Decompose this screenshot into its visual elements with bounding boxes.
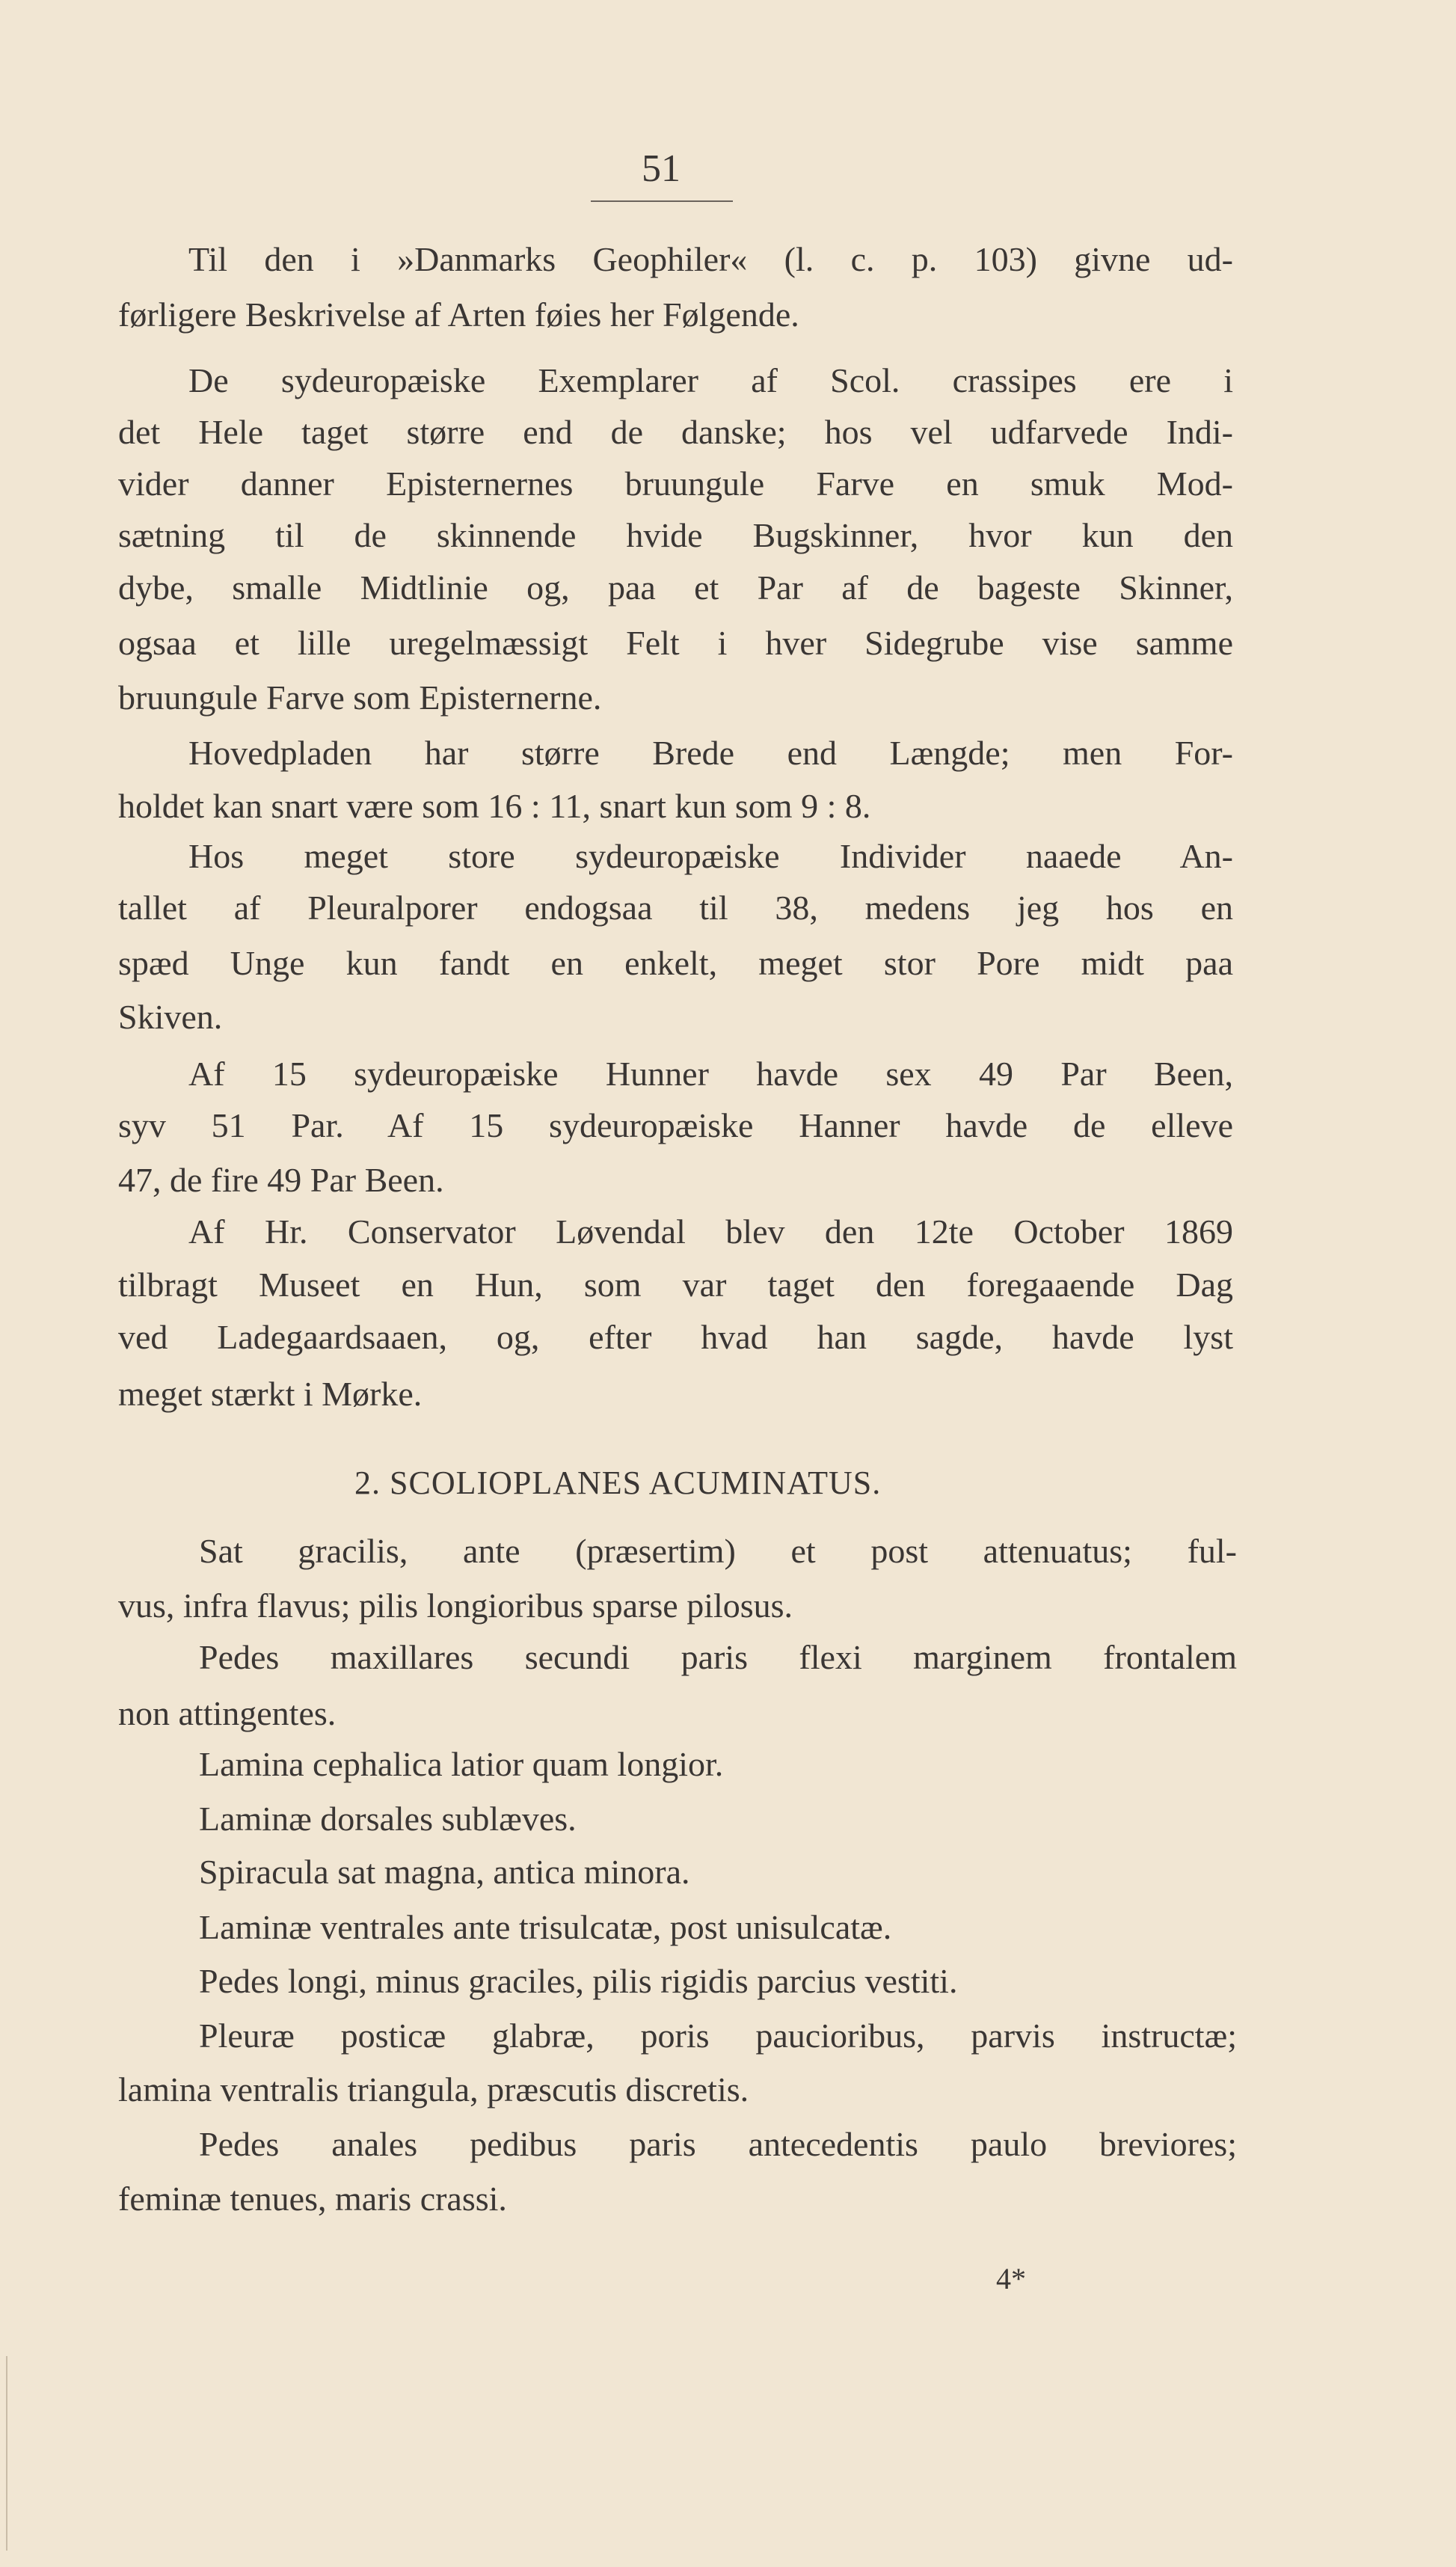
text-line: De sydeuropæiske Exemplarer af Scol. crassipes ere i [188,361,1233,399]
text-line: Pedes anales pedibus paris antecedentis paulo breviores; [199,2125,1237,2163]
text-line: Sat gracilis, ante (præsertim) et post attenuatus; ful- [199,1532,1237,1570]
text-line: ogsaa et lille uregelmæssigt Felt i hver Sidegrube vise samme [118,624,1233,662]
text-line: Hovedpladen har større Brede end Længde; men For- [188,734,1233,772]
section-heading: 2. SCOLIOPLANES ACUMINATUS. [354,1465,882,1501]
text-line: Spiracula sat magna, antica minora. [199,1853,690,1891]
text-line: bruungule Farve som Episternerne. [118,678,602,717]
text-line: Hos meget store sydeuropæiske Individer naaede An- [188,837,1233,875]
text-line: dybe, smalle Midtlinie og, paa et Par af de bageste Skinner, [118,568,1233,607]
text-line: Pedes longi, minus graciles, pilis rigidis parcius vestiti. [199,1962,958,2000]
text-line: vider danner Episternernes bruungule Farve en smuk Mod- [118,464,1233,503]
text-line: Skiven. [118,998,223,1036]
text-line: førligere Beskrivelse af Arten føies her Følgende. [118,295,799,334]
text-line: feminæ tenues, maris crassi. [118,2180,507,2218]
text-line: Til den i »Danmarks Geophiler« (l. c. p. 103) givne ud- [188,240,1233,278]
text-line: Pleuræ posticæ glabræ, poris paucioribus, parvis instructæ; [199,2017,1237,2055]
text-line: holdet kan snart være som 16 : 11, snart kun som 9 : 8. [118,787,871,825]
text-line: spæd Unge kun fandt en enkelt, meget stor Pore midt paa [118,944,1233,982]
text-line: Af Hr. Conservator Løvendal blev den 12te October 1869 [188,1212,1233,1251]
text-line: Pedes maxillares secundi paris flexi marginem frontalem [199,1638,1237,1676]
text-line: vus, infra flavus; pilis longioribus sparse pilosus. [118,1586,793,1625]
text-line: det Hele taget større end de danske; hos vel udfarvede Indi- [118,413,1233,451]
text-line: tilbragt Museet en Hun, som var taget den foregaaende Dag [118,1266,1233,1304]
page-edge-mark [6,2356,7,2551]
text-line: Laminæ dorsales sublæves. [199,1800,577,1838]
text-line: Laminæ ventrales ante trisulcatæ, post unisulcatæ. [199,1908,892,1946]
text-line: 47, de fire 49 Par Been. [118,1161,444,1199]
text-line: non attingentes. [118,1694,337,1732]
signature-mark: 4* [996,2262,1026,2295]
text-line: Af 15 sydeuropæiske Hunner havde sex 49 Par Been, [188,1055,1233,1093]
text-line: meget stærkt i Mørke. [118,1375,423,1413]
page-number: 51 [642,147,681,190]
text-line: tallet af Pleuralporer endogsaa til 38, medens jeg hos en [118,889,1233,927]
text-line: sætning til de skinnende hvide Bugskinner, hvor kun den [118,516,1233,554]
text-line: ved Ladegaardsaaen, og, efter hvad han sagde, havde lyst [118,1318,1233,1356]
text-line: lamina ventralis triangula, præscutis discretis. [118,2070,749,2109]
text-line: syv 51 Par. Af 15 sydeuropæiske Hanner havde de elleve [118,1106,1233,1144]
text-line: Lamina cephalica latior quam longior. [199,1745,724,1783]
page-number-rule [591,200,733,202]
